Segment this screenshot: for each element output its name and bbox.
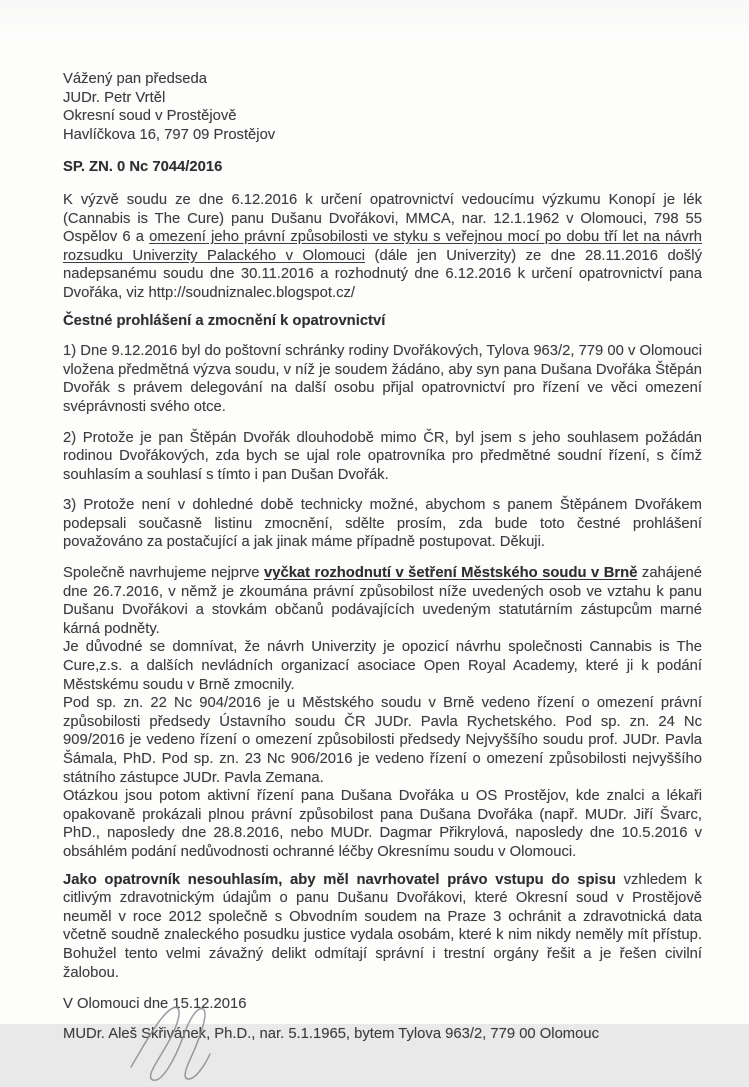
intro-text-post: (dále jen Univerzity) ze dne 28.11.2016 došlý nadepsanému soudu dne 30.11.2016 a rozhodnutý dne 6.12.2016 k určení opatrovnictví pana Dvořáka, viz http://soudniznalec.blogspot.cz/ (63, 247, 702, 301)
objection-text-rest: vzhledem k citlivým zdravotnickým údajům o panu Dušanu Dvořákovi, které Okresní soud v Prostějově neuměl v roce 2012 společně s Obvodním soudem na Praze 3 ochránit a zdravotnická data včetně soudně znaleckého posudku justice vydala osobám, které k nim nikdy neměly mít přístup. Bohužel tento velmi závažný delikt odmítají správní i trestní orgány řešit a je řešen civilní žalobou. (63, 871, 702, 981)
proposal-text-post: zahájené dne 26.7.2016, v němž je zkoumána právní způsobilost níže uvedených osob ve vztahu k panu Dušanu Dvořákovi a stovkám občanů podávajících uvedeným statutárním zástupcům marné kárná podněty. (63, 565, 702, 637)
point-3: 3) Protože není v dohledné době technicky možné, abychom s panem Štěpánem Dvořákem podepsali současně listinu zmocnění, sdělte prosím, zda bude toto čestné prohlášení považováno za postačující a jak jinak máme případně postupovat. Děkuji. (63, 497, 702, 551)
objection-paragraph (63, 871, 702, 983)
recipient-address (63, 70, 702, 144)
recipient-line: Okresní soud v Prostějově (63, 108, 237, 125)
section-heading: Čestné prohlášení a zmocnění k opatrovnictví (63, 312, 386, 329)
proposal-text-bold-underlined: vyčkat rozhodnutí v šetření Městského soudu v Brně (264, 565, 638, 582)
intro-text-underlined: omezení jeho právní způsobilosti ve styku s veřejnou mocí po dobu tří let na návrh rozsudku Univerzity Palackého v Olomouci (63, 229, 702, 264)
point-1: 1) Dne 9.12.2016 byl do poštovní schránky rodiny Dvořákových, Tylova 963/2, 779 00 v Olomouci vložena předmětná výzva soudu, v níž je soudem žádáno, aby syn pana Dušana Dvořáka Štěpán Dvořák s právem delegování na další osobu přijal opatrovnictví pro řízení ve věci omezení svéprávnosti svého otce. (63, 343, 702, 415)
intro-text-pre: K výzvě soudu ze dne 6.12.2016 k určení opatrovnictví vedoucímu výzkumu Konopí je lék (Cannabis is The Cure) panu Dušanu Dvořákovi, MMCA, nar. 12.1.1962 v Olomouci, 798 55 Ospělov 6 a (63, 191, 702, 246)
recipient-line: Vážený pan předseda (63, 71, 207, 87)
point-2: 2) Protože je pan Štěpán Dvořák dlouhodobě mimo ČR, byl jsem s jeho souhlasem požádán rodinou Dvořákových, zda bych se ujal role opatrovníka pro předmětné soudní řízení, s čímž souhlasím a souhlasí s tímto i pan Dušan Dvořák. (63, 429, 702, 483)
recipient-line: JUDr. Petr Vrtěl (63, 89, 166, 106)
proposal-paragraph-2: Je důvodné se domnívat, že návrh Univerzity je opozicí návrhu společnosti Cannabis is The Cure,z.s. a dalších nevládních organizací asociace Open Royal Academy, které ji k podání Městskému soudu v Brně zmocnily. (63, 639, 702, 693)
proposal-text-pre: Společně navrhujeme nejprve (63, 565, 264, 582)
dateline: V Olomouci dne 15.12.2016 (63, 996, 247, 1013)
letter-content (63, 70, 702, 1043)
intro-paragraph (63, 191, 702, 303)
signatory-line: MUDr. Aleš Skřivánek, Ph.D., nar. 5.1.1965, bytem Tylova 963/2, 779 00 Olomouc (63, 1025, 599, 1042)
case-reference: SP. ZN. 0 Nc 7044/2016 (63, 159, 223, 176)
proposal-paragraph-4: Otázkou jsou potom aktivní řízení pana Dušana Dvořáka u OS Prostějov, kde znalci a lékaři opakovaně prokázali plnou právní způsobilost pana Dušana Dvořáka (např. MUDr. Jiří Švarc, PhD., naposledy dne 28.8.2016, nebo MUDr. Dagmar Přikrylová, naposledy dne 10.5.2016 v obsáhlém podání nedůvodnosti ochranné léčby Okresnímu soudu v Olomouci. (63, 788, 702, 860)
objection-text-bold: Jako opatrovník nesouhlasím, aby měl navrhovatel právo vstupu do spisu (63, 871, 616, 888)
signature-row (63, 1025, 702, 1044)
recipient-line: Havlíčkova 16, 797 09 Prostějov (63, 126, 276, 143)
proposal-paragraph (63, 564, 702, 638)
scan-artifact (0, 0, 749, 40)
proposal-paragraph-3: Pod sp. zn. 22 Nc 904/2016 je u Městského soudu v Brně vedeno řízení o omezení právní způsobilosti předsedy Ústavního soudu ČR JUDr. Pavla Rychetského. Pod sp. zn. 24 Nc 909/2016 je vedeno řízení o omezení způsobilosti předsedy Nejvyššího soudu prof. JUDr. Pavla Šámala, PhD. Pod sp. zn. 23 Nc 906/2016 je vedeno řízení o omezení způsobilosti nejvyššího státního zástupce JUDr. Pavla Zemana. (63, 695, 702, 786)
proposal-block (63, 564, 702, 862)
